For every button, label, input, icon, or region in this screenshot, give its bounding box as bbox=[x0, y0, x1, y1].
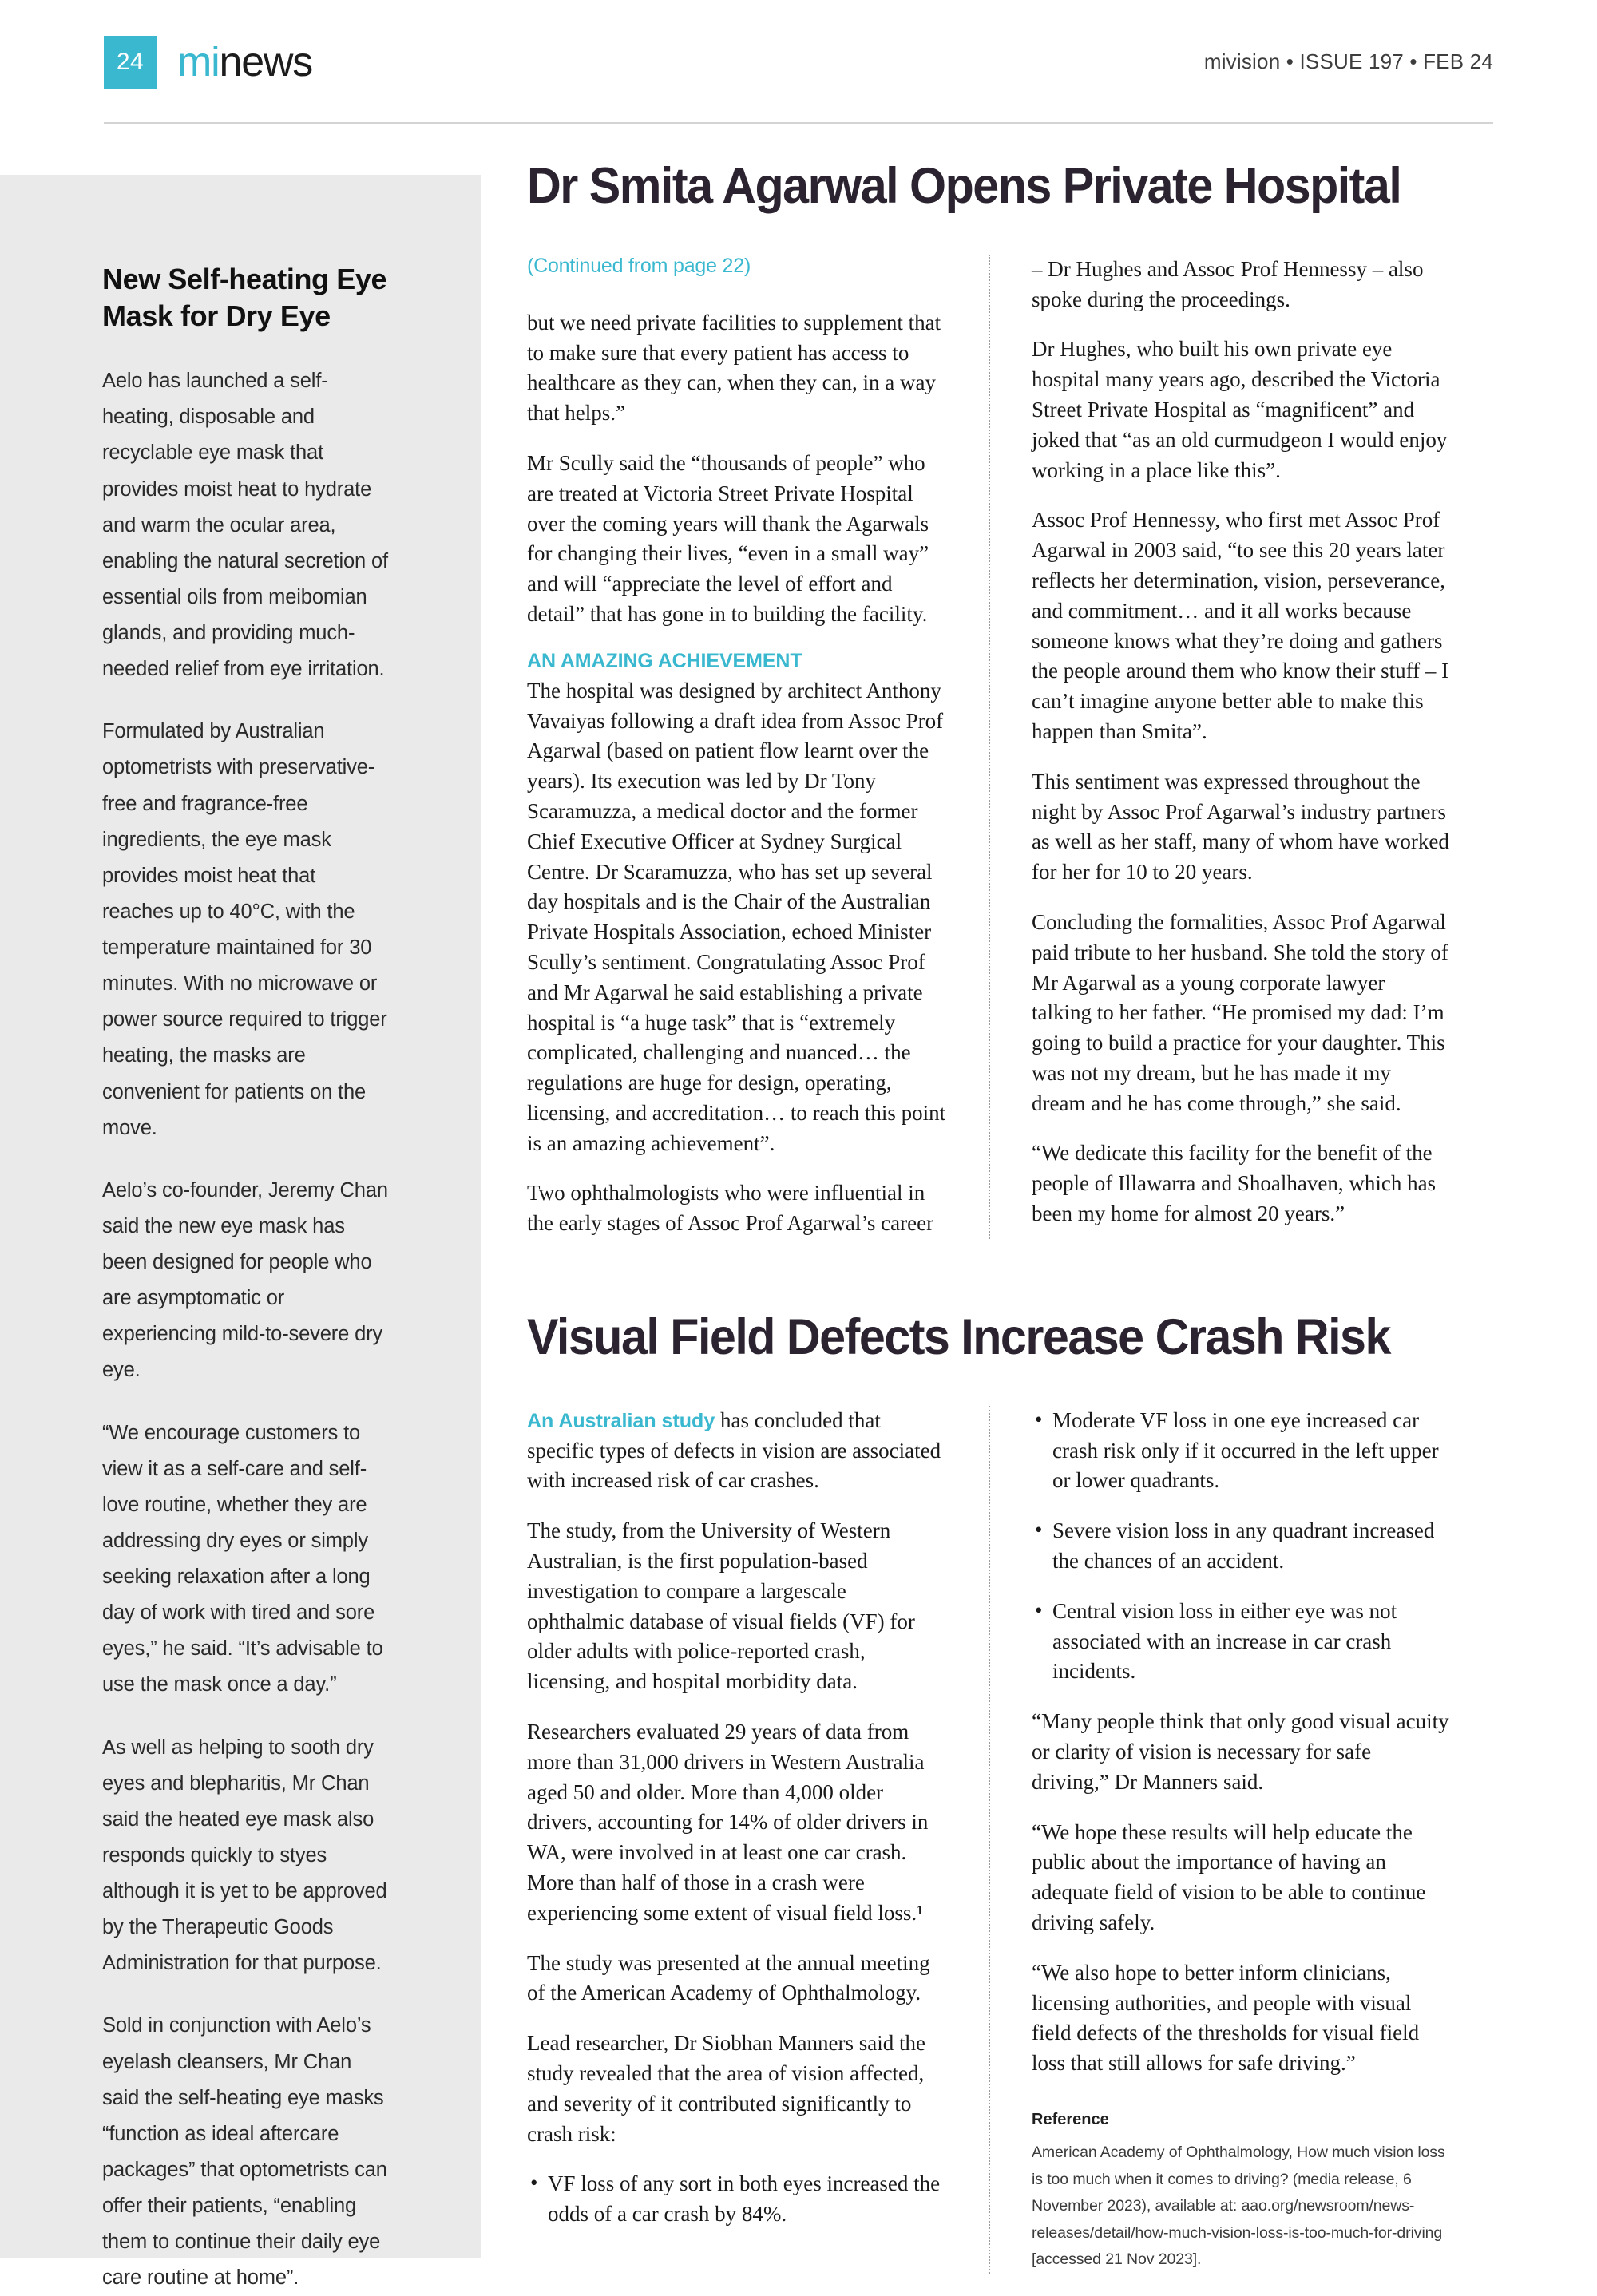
findings-list bbox=[527, 2169, 949, 2230]
section-subhead: AN AMAZING ACHIEVEMENT bbox=[527, 649, 802, 672]
body-paragraph: “We dedicate this facility for the benefit of the people of Illawarra and Shoalhaven, which has been my home for almost 20 years.” bbox=[1032, 1141, 1437, 1226]
sidebar-title: New Self-heating Eye Mask for Dry Eye bbox=[102, 263, 387, 333]
article-one-left-column bbox=[527, 255, 989, 1239]
masthead-logo bbox=[177, 38, 313, 85]
body-paragraph: The study was presented at the annual meeting of the American Academy of Ophthalmology. bbox=[527, 1950, 930, 2005]
body-paragraph-with-leadin bbox=[527, 1406, 949, 1496]
body-paragraph: Two ophthalmologists who were influential in the early stages of Assoc Prof Agarwal’s career bbox=[527, 1181, 934, 1236]
reference-text: American Academy of Ophthalmology, How much vision loss is too much when it comes to driving? (media release, 6 November 2023), available at: aao.org/newsroom/news-releases/detail/how-much-vision-loss-is-too-much-for-driving [accessed 21 Nov 2023]. bbox=[1032, 2143, 1445, 2269]
sidebar-article bbox=[0, 175, 481, 2290]
article-spacer bbox=[527, 1239, 1493, 1311]
body-paragraph: – Dr Hughes and Assoc Prof Hennessy – also spoke during the proceedings. bbox=[1032, 256, 1424, 311]
page-header bbox=[0, 0, 1597, 124]
findings-list bbox=[1032, 1406, 1450, 1687]
article-one-title: Dr Smita Agarwal Opens Private Hospital bbox=[527, 158, 1401, 214]
body-paragraph: “Many people think that only good visual acuity or clarity of vision is necessary for safe driving,” Dr Manners said. bbox=[1032, 1709, 1449, 1794]
reference-block bbox=[1032, 2111, 1450, 2274]
body-paragraph: This sentiment was expressed throughout the night by Assoc Prof Agarwal’s industry partners as well as her staff, many of whom have worked for her for 10 to 20 years. bbox=[1032, 769, 1449, 885]
reference-heading: Reference bbox=[1032, 2110, 1109, 2128]
list-item: • Central vision loss in either eye was not associated with an increase in car crash incidents. bbox=[1032, 1597, 1450, 1687]
body-paragraph: but we need private facilities to supplement that to make sure that every patient has access to healthcare as they can, when they can, in a way that helps.” bbox=[527, 310, 941, 426]
article-one-right-column bbox=[989, 255, 1450, 1239]
article-private-hospital bbox=[527, 160, 1493, 1239]
sidebar-paragraph: “We encourage customers to view it as a self-care and self-love routine, whether they are addressing dry eyes or simply seeking relaxation after a long day of work with tired and sore eyes,” he said. “It’s advisable to use the mask once a day.” bbox=[102, 1421, 383, 1696]
body-paragraph: “We also hope to better inform clinicians, licensing authorities, and people with visual field defects of the thresholds for visual field loss that still allows for safe driving.” bbox=[1032, 1960, 1420, 2076]
page-number-badge: 24 bbox=[104, 36, 157, 89]
body-paragraph: The study, from the University of Western Australian, is the first population-based investigation to compare a largescale ophthalmic database of visual fields (VF) for older adults with police-reported crash, licensing, and hospital morbidity data. bbox=[527, 1518, 915, 1694]
list-item: • Moderate VF loss in one eye increased car crash risk only if it occurred in the left upper or lower quadrants. bbox=[1032, 1406, 1450, 1496]
body-paragraph: Dr Hughes, who built his own private eye hospital many years ago, described the Victoria Street Private Hospital as “magnificent” and joked that “as an old curmudgeon I would enjoy working in a place like this”. bbox=[1032, 337, 1448, 482]
body-paragraph: “We hope these results will help educate the public about the importance of having an adequate field of vision to be able to continue driving safely. bbox=[1032, 1819, 1426, 1934]
body-paragraph: The hospital was designed by architect Anthony Vavaiyas following a draft idea from Assoc Prof Agarwal (based on patient flow learnt over the years). Its execution was led by Dr Tony Scaramuzza, a medical doctor and the former Chief Executive Officer at Sydney Surgical Centre. Dr Scaramuzza, who has set up several day hospitals and is the Chair of the Australian Private Hospitals Association, echoed Minister Scully’s sentiment. Congratulating Assoc Prof and Mr Agarwal he said establishing a private hospital is “a huge task” that is “extremely complicated, challenging and nuanced… the regulations are huge for design, operating, licensing, and accreditation… to reach this point is an amazing achievement”. bbox=[527, 678, 946, 1155]
article-two-columns bbox=[527, 1406, 1493, 2274]
sidebar-paragraph: Formulated by Australian optometrists with preservative-free and fragrance-free ingredients, the eye mask provides moist heat that reaches up to 40°C, with the temperature maintained for 30 minutes. With no microwave or power source required to trigger heating, the masks are convenient for patients on the move. bbox=[102, 720, 387, 1139]
article-two-left-column bbox=[527, 1406, 989, 2274]
sidebar-paragraph: As well as helping to sooth dry eyes and blepharitis, Mr Chan said the heated eye mask also responds quickly to styes although it is yet to be approved by the Therapeutic Goods Administration for that purpose. bbox=[102, 1736, 387, 1975]
sidebar-paragraph: Sold in conjunction with Aelo’s eyelash cleansers, Mr Chan said the self-heating eye masks “function as ideal aftercare packages” that optometrists can offer their patients, “enabling them to continue their daily eye care routine at home”. bbox=[102, 2014, 387, 2290]
lead-in-phrase: An Australian study bbox=[527, 1409, 715, 1432]
main-content bbox=[527, 160, 1493, 2274]
sidebar-paragraph: Aelo has launched a self-heating, disposable and recyclable eye mask that provides moist heat to hydrate and warm the ocular area, enabling the natural secretion of essential oils from meibomian glands, and providing much-needed relief from eye irritation. bbox=[102, 370, 388, 681]
list-item: • VF loss of any sort in both eyes increased the odds of a car crash by 84%. bbox=[527, 2169, 949, 2230]
body-paragraph: Assoc Prof Hennessy, who first met Assoc Prof Agarwal in 2003 said, “to see this 20 years later reflects her determination, vision, perseverance, and commitment… and it all works because someone knows what they’re doing and gathers the people around them who know their stuff – I can’t imagine anyone better able to make this happen than Smita”. bbox=[1032, 508, 1449, 743]
list-item: • Severe vision loss in any quadrant increased the chances of an accident. bbox=[1032, 1516, 1450, 1577]
body-paragraph: Mr Scully said the “thousands of people” who are treated at Victoria Street Private Hospital over the coming years will thank the Agarwals for changing their lives, “even in a small way” and will “appreciate the level of effort and detail” that has gone in to building the facility. bbox=[527, 450, 929, 626]
body-paragraph: Concluding the formalities, Assoc Prof Agarwal paid tribute to her husband. She told the story of Mr Agarwal as a young corporate lawyer talking to her father. “He promised my dad: I’m going to build a practice for your daughter. This was not my dream, but he has made it my dream and he has come through,” she said. bbox=[1032, 909, 1448, 1115]
header-divider bbox=[104, 122, 1493, 124]
article-one-columns bbox=[527, 255, 1493, 1239]
lead-in-remainder: has concluded that specific types of defects in vision are associated with increased risk of car crashes. bbox=[527, 1407, 941, 1493]
sidebar-paragraph: Aelo’s co-founder, Jeremy Chan said the new eye mask has been designed for people who are asymptomatic or experiencing mild-to-severe dry eye. bbox=[102, 1178, 388, 1382]
article-two-title: Visual Field Defects Increase Crash Risk bbox=[527, 1309, 1390, 1366]
header-inner bbox=[104, 0, 1493, 124]
issue-line: mivision • ISSUE 197 • FEB 24 bbox=[1203, 49, 1493, 73]
body-paragraph: Lead researcher, Dr Siobhan Manners said the study revealed that the area of vision affected, and severity of it contributed significantly to crash risk: bbox=[527, 2031, 925, 2146]
masthead-mi: mi bbox=[177, 38, 220, 85]
article-two-right-column bbox=[989, 1406, 1450, 2274]
continued-from-kicker: (Continued from page 22) bbox=[527, 254, 751, 277]
article-visual-field-defects bbox=[527, 1311, 1493, 2274]
body-paragraph: Researchers evaluated 29 years of data from more than 31,000 drivers in Western Australia aged 50 and older. More than 4,000 older drivers, accounting for 14% of older drivers in WA, were involved in at least one car crash. More than half of those in a crash were experiencing some extent of visual field loss.¹ bbox=[527, 1720, 929, 1925]
masthead-news: news bbox=[219, 38, 313, 85]
